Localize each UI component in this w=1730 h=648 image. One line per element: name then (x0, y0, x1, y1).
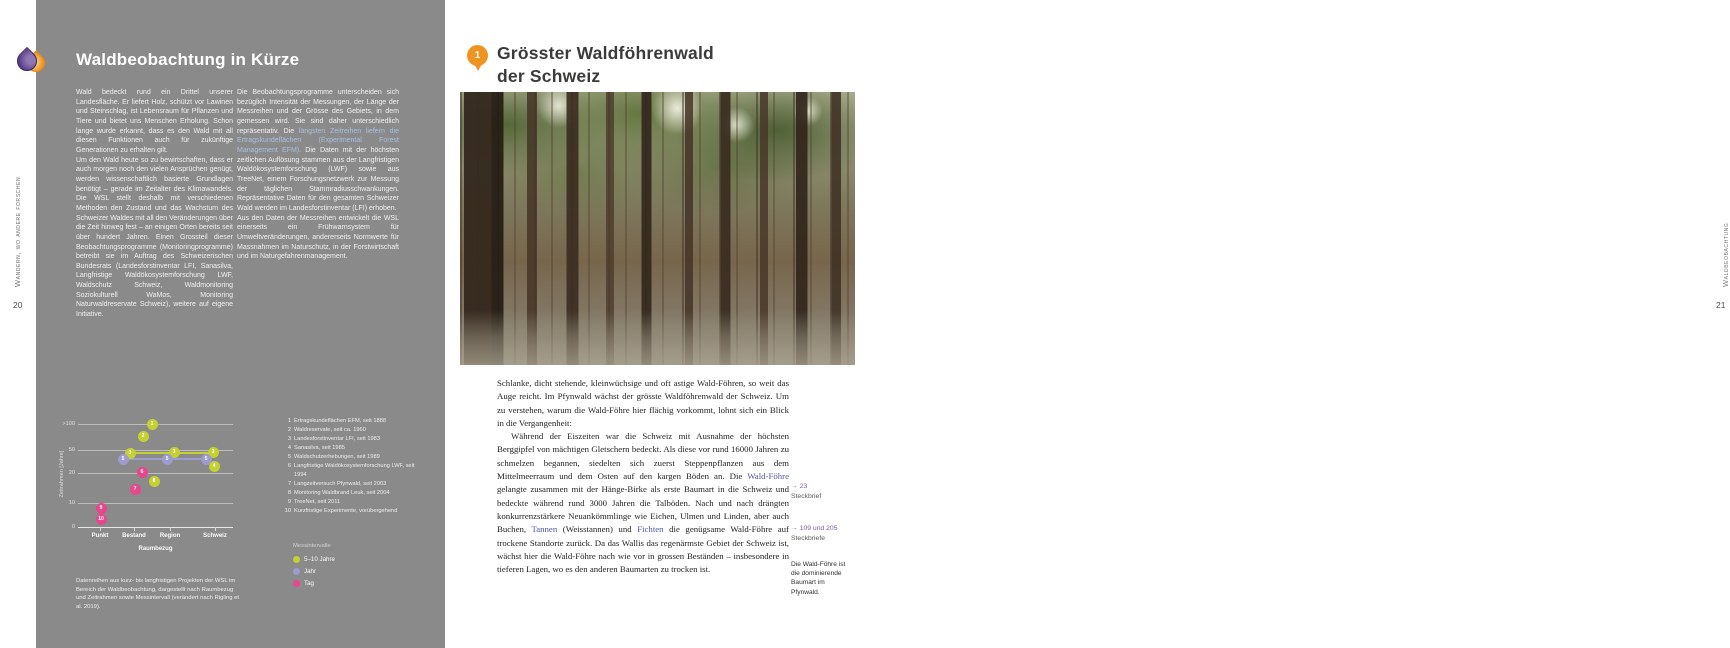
left-page (36, 0, 445, 648)
note-reference (791, 524, 851, 534)
legend-program-number: 9 (287, 499, 291, 505)
note-page-number: 23 (799, 483, 808, 490)
legend-program-label: Monitoring Waldbrand Leuk, seit 2004 (294, 490, 390, 496)
chart-y-tick-label: 10 (68, 500, 75, 506)
legend-interval-item (293, 580, 335, 587)
monitoring-chart (56, 405, 441, 595)
note-label: Steckbriefe (791, 534, 826, 542)
legend-color-dot (293, 556, 300, 563)
legend-program-item (281, 507, 419, 516)
chart-bubble: 5 (201, 454, 212, 465)
chart-gridline (78, 527, 233, 528)
page-gutter (445, 0, 458, 648)
legend-program-item (281, 489, 419, 498)
chart-x-tick-label: Bestand (122, 533, 146, 539)
legend-program-label: Sanasilva, seit 1985 (294, 445, 345, 451)
chart-bubble: 2 (138, 431, 149, 442)
legend-program-label: Langfristige Waldökosystemforschung LWF, seit 1994 (294, 463, 415, 478)
spine-text-right: Waldbeobachtung (1721, 222, 1730, 287)
chart-bubble: 8 (149, 476, 160, 487)
chart-bubble: 6 (137, 467, 148, 478)
legend-interval-item (293, 568, 335, 575)
text-segment: (Weisstannen) und (557, 524, 638, 535)
section-title: Waldbeobachtung in Kürze (76, 50, 300, 69)
chart-programs-legend (281, 417, 419, 516)
highlighted-term: längsten Zeitreihen liefern die Ertragskundeflächen (Experimental Forest Management EFM). (237, 127, 399, 154)
legend-interval-label: Jahr (304, 568, 317, 575)
chart-x-tick (215, 527, 216, 531)
legend-title: Messintervalle (293, 543, 331, 549)
text-column-2 (237, 88, 399, 262)
page-number-left: 20 (13, 300, 23, 310)
legend-items (293, 556, 335, 587)
chart-bubble: 3 (169, 447, 180, 458)
legend-interval-label: Tag (304, 580, 314, 587)
chart-gridline (78, 473, 233, 474)
forest-photo (460, 92, 855, 365)
chart-x-tick (100, 527, 101, 531)
legend-program-label: Waldreservate, seit ca. 1960 (294, 427, 366, 433)
legend-program-item (281, 444, 419, 453)
spine-text-left: Wandern, wo andere forschen (13, 176, 22, 287)
chapter-title (497, 42, 714, 88)
chart-x-tick (170, 527, 171, 531)
legend-program-label: Waldschutzerhebungen, seit 1989 (294, 454, 380, 460)
highlighted-term: Tannen (531, 524, 558, 535)
chart-bubble: 3 (208, 447, 219, 458)
chart-y-axis-label: Zeitrahmen [Jahre] (59, 450, 65, 498)
chart-bubble: 10 (96, 514, 107, 525)
legend-program-number: 5 (287, 454, 291, 460)
paragraph: Aus den Daten der Messreihen entwickelt die WSL einerseits ein Frühwarnsystem für Umweltveränderungen, andererseits Normwerte für Massnahmen im Naturschutz, in der Forstwirtschaft und im Naturgefahrenmanagement. (237, 214, 399, 261)
legend-program-item (281, 417, 419, 426)
legend-program-number: 1 (287, 418, 291, 424)
legend-program-number: 10 (284, 508, 291, 514)
left-margin (0, 0, 36, 648)
text-segment: gelangte zusammen mit der Hänge-Birke als erste Baumart in die Schweiz und bedeckte während rund 3000 Jahren die Talböden. Nach und nach drängten konkurrenzstärkere Neuankömmlinge wie Eichen, Ulmen und Linden, aber auch Buchen, (497, 484, 789, 535)
legend-program-number: 6 (287, 463, 291, 469)
right-margin (855, 0, 1730, 648)
text-segment: die genügsame Wald-Föhre auf trockene Standorte zurück. Da das Wallis das regenärmste Gebiet der Schweiz ist, wächst hier die Wald-Föhre nach wie vor in grossen Beständen – insbesondere in tieferen Lagen, wo es den anderen Baumarten zu trocken ist. (497, 524, 789, 575)
legend-program-label: Kurzfristige Experimente, vorübergehend (294, 508, 398, 514)
legend-program-number: 8 (287, 490, 291, 496)
pin-number: 1 (474, 50, 481, 61)
chart-bubble: 7 (130, 484, 141, 495)
chart-x-tick-label: Schweiz (203, 533, 227, 539)
legend-program-item (281, 435, 419, 444)
chart-bubble: 1 (147, 419, 158, 430)
legend-program-number: 3 (287, 436, 291, 442)
right-page (458, 0, 855, 648)
chapter-title-line1: Grösster Waldföhrenwald (497, 43, 714, 63)
chart-bubble: 4 (209, 461, 220, 472)
legend-program-number: 7 (287, 481, 291, 487)
legend-program-label: TreeNet, seit 2011 (294, 499, 341, 505)
note-page-number: 109 und 205 (799, 525, 838, 532)
chart-x-axis-label: Raumbezug (138, 546, 173, 552)
legend-program-item (281, 498, 419, 507)
photo-caption: Die Wald-Föhre ist die dominierende Baumart im Pfynwald. (791, 561, 846, 596)
paragraph: Schlanke, dicht stehende, kleinwüchsige und oft astige Wald-Föhren, so weit das Auge reicht. Im Pfynwald wächst der grösste Waldföhrenwald der Schweiz. Um zu verstehen, warum die Wald-Föhre hier flächig vorkommt, lohnt sich ein Blick in die Vergangenheit: (497, 378, 789, 428)
chart-bubble: 5 (118, 454, 129, 465)
figure-caption: Datenreihen aus kurz- bis langfristigen Projekten der WSL im Bereich der Waldbeobachtung, dargestellt nach Raumbezug und Zeitrahmen sowie Messintervall (verändert nach Rigling et al. 2019). (76, 578, 240, 610)
legend-color-dot (293, 580, 300, 587)
chart-y-tick-label: 0 (71, 524, 75, 530)
chart-y-tick-label: 50 (68, 447, 75, 453)
chart-bubble: 3 (125, 448, 136, 459)
chart-bubble: 5 (162, 454, 173, 465)
legend-program-item (281, 453, 419, 462)
highlighted-term: Fichten (637, 524, 664, 535)
legend-program-item (281, 480, 419, 489)
chart-y-tick-label: 20 (68, 470, 75, 476)
chart-bubble: 9 (96, 503, 107, 514)
legend-program-item (281, 462, 419, 480)
legend-program-label: Langzeitversuch Pfynwald, seit 2003 (294, 481, 387, 487)
highlighted-term: Wald-Föhre (747, 471, 789, 482)
legend-interval-label: 5–10 Jahre (304, 556, 335, 563)
margin-note (791, 482, 851, 501)
chart-x-tick-label: Region (159, 533, 181, 539)
legend-program-label: Landesforstinventar LFI, seit 1983 (294, 436, 380, 442)
location-pin-icon (467, 45, 488, 66)
paragraph (237, 88, 399, 214)
legend-program-number: 4 (287, 445, 291, 451)
text-segment: Die Daten mit der höchsten zeitlichen Auflösung stammen aus der Langfristigen Waldökosystemforschung (LWF) sowie aus TreeNet, einem Forschungsnetzwerk zur Messung der täglichen Stammradiusschwankungen. Repräsentative Daten für den gesamten Schweizer Wald werden im Landesforstinventar (LFI) erhoben. (237, 146, 400, 212)
paragraph (497, 430, 789, 576)
note-label: Steckbrief (791, 492, 822, 500)
paragraph: Um den Wald heute so zu bewirtschaften, dass er auch morgen noch den vielen Ansprüchen genügt, werden wissenschaftlich basierte Grundlagen benötigt – gerade im Zeitalter des Klimawandels. Die WSL stellt deshalb mit verschiedenen Methoden den Zustand und das Wachstum des Schweizer Waldes mit all den Veränderungen über die Zeit hinweg fest – an einigen Orten bereits seit über hundert Jahren. Einen Grossteil dieser Beobachtungsprogramme (Monitoringprogramme) betreibt sie im Auftrag des Schweizerischen Bundesrats (Landesforstinventar LFI, Sanasilva, Langfristige Waldökosystemforschung LWF, Waldschutz Schweiz, Waldmonitoring Soziokulturell WaMos, Monitoring Naturwaldreservate Schweiz), weitere auf eigene Initiative. (76, 156, 233, 319)
arrow-right-icon: → (791, 483, 798, 490)
publisher-logo (14, 46, 48, 84)
chart-x-tick (134, 527, 135, 531)
page-number-right: 21 (1716, 300, 1726, 310)
legend-color-dot (293, 568, 300, 575)
legend-interval-item (293, 556, 335, 563)
chapter-title-line2: der Schweiz (497, 66, 601, 86)
text-segment: Die Beobachtungsprogramme unterscheiden sich bezüglich Intensität der Messungen, der Länge der Messreihen und der Grösse des Gebiets, in dem gemessen wird. Sie sind daher unterschiedlich repräsentativ. Die (237, 89, 399, 135)
note-reference (791, 482, 851, 492)
legend-program-number: 2 (287, 427, 291, 433)
chart-intervals-legend (293, 543, 335, 592)
chart-x-tick-label: Punkt (91, 533, 109, 539)
legend-program-label: Ertragskundeflächen EFM, seit 1888 (294, 418, 386, 424)
legend-program-item (281, 426, 419, 435)
paragraph: Wald bedeckt rund ein Drittel unserer Landesfläche. Er liefert Holz, schützt vor Lawinen und Steinschlag, ist Lebensraum für Pflanzen und Tiere und bietet uns Menschen Erholung. Schon lange wurde erkannt, dass es den Wald mit all diesen Funktionen auch für zukünftige Generationen zu erhalten gilt. (76, 89, 233, 154)
margin-note (791, 524, 851, 543)
article-body (497, 377, 789, 576)
text-column-1 (76, 88, 233, 320)
arrow-right-icon: → (791, 525, 798, 532)
text-segment: Während der Eiszeiten war die Schweiz mit Ausnahme der höchsten Berggipfel von mächtigen Gletschern bedeckt. Als diese vor rund 16000 Jahren zu schmelzen begannen, siedelten sich zuerst Steppenpflanzen aus dem Mittelmeerraum und dem Osten auf den kargen Böden an. Die (497, 431, 789, 482)
chart-y-tick-label: >100 (62, 421, 75, 427)
